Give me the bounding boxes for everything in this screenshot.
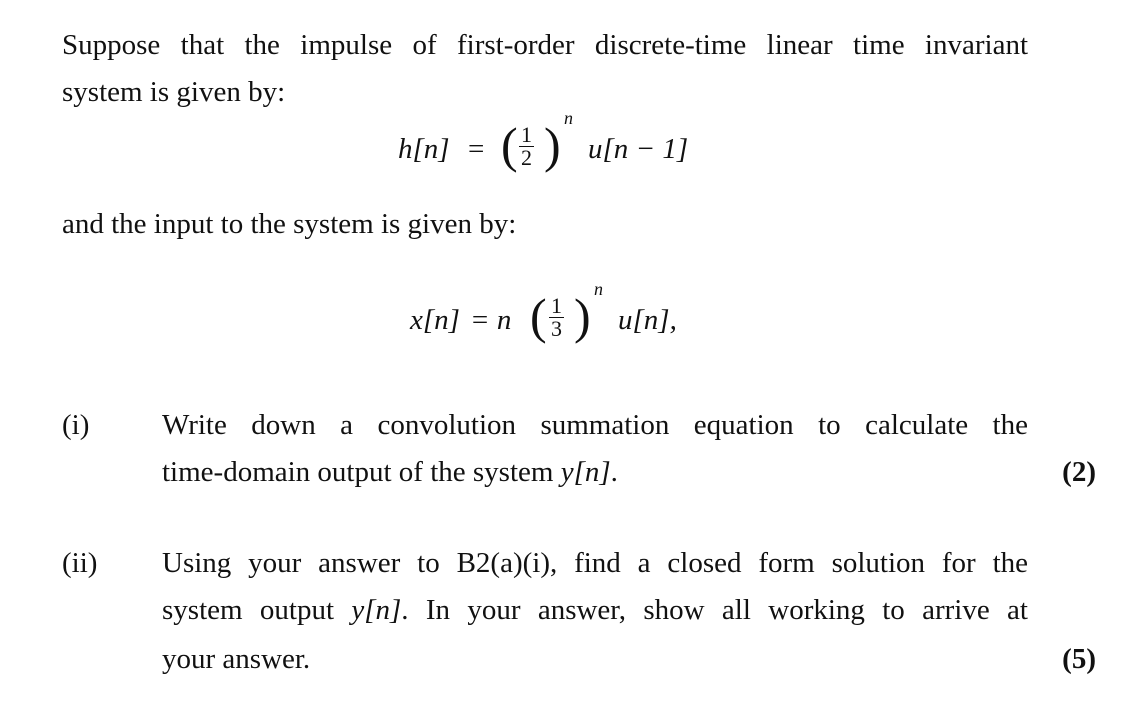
h-equals: = [468, 133, 485, 165]
h-exponent: n [564, 108, 573, 128]
question-ii-math: y[n] [351, 594, 402, 626]
intro-line-2: system is given by: [62, 76, 286, 108]
h-frac-numerator: 1 [521, 122, 532, 147]
question-i-text: time-domain output of the system [162, 456, 561, 488]
question-i-line-2 [162, 449, 618, 496]
question-ii-end: . In your answer, show all working to arrive at [401, 594, 1028, 626]
x-rhs: u[n], [618, 304, 677, 336]
h-right-paren: ) [544, 117, 561, 173]
question-i-marks: (2) [1062, 456, 1096, 488]
x-frac-denominator: 3 [551, 316, 562, 341]
question-i-number: (i) [62, 409, 90, 441]
question-ii-line-3: your answer. [162, 643, 311, 675]
x-lhs: x[n] [410, 304, 460, 336]
x-equals-n: = n [470, 304, 512, 336]
question-i-math: y[n] [560, 456, 611, 488]
x-right-paren: ) [574, 288, 591, 344]
question-i-line-1: Write down a convolution summation equation to calculate the [162, 409, 1028, 441]
h-lhs: h[n] [398, 133, 450, 165]
x-left-paren: ( [530, 288, 547, 344]
question-i-end: . [610, 456, 618, 488]
input-intro: and the input to the system is given by: [62, 208, 517, 240]
intro-line-1: Suppose that the impulse of first-order discrete-time linear time invariant [62, 29, 1028, 61]
question-ii-line-2 [162, 587, 1028, 634]
x-fraction [549, 295, 564, 340]
h-rhs: u[n − 1] [588, 133, 689, 165]
question-ii-text: system output [162, 594, 352, 626]
x-exponent: n [594, 279, 603, 299]
question-ii-marks: (5) [1062, 643, 1096, 675]
question-ii-line-1: Using your answer to B2(a)(i), find a closed form solution for the [162, 547, 1028, 579]
x-frac-numerator: 1 [551, 293, 562, 318]
h-frac-denominator: 2 [521, 145, 532, 170]
h-fraction [519, 124, 534, 169]
question-ii-number: (ii) [62, 547, 98, 579]
h-left-paren: ( [501, 117, 518, 173]
